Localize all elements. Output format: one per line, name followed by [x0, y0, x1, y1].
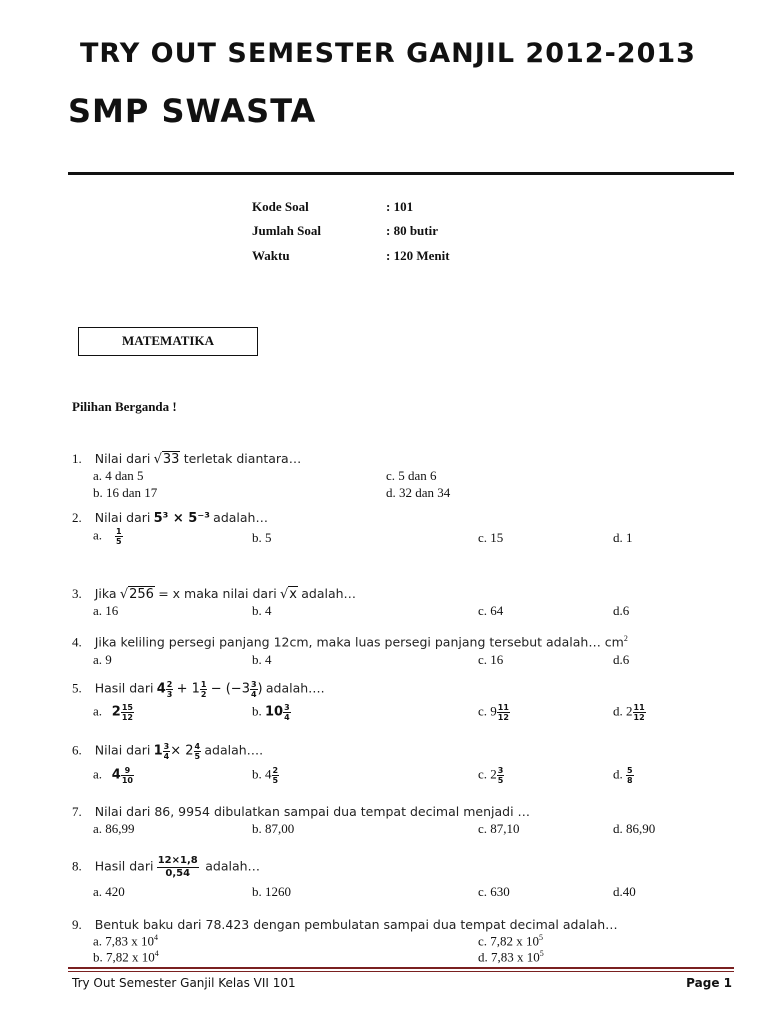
- option-b: b. 7,82 x $10^4$: [93, 949, 159, 965]
- option-d: d. 86,90: [613, 821, 656, 836]
- option-d: d. 7,83 x $10^5$: [478, 949, 544, 965]
- option-b: b. 4: [252, 603, 272, 618]
- question-text: Nilai dari: [94, 451, 151, 466]
- meta-label-kode: Kode Soal: [252, 199, 309, 214]
- option-c: c. 2 $\frac{3}{5}$: [478, 766, 504, 785]
- option-b: b. 4 $\frac{2}{5}$: [252, 766, 279, 785]
- option-c: c. 15: [478, 530, 504, 545]
- option-a: a. 4 $\frac{9}{10}$: [93, 766, 133, 785]
- question-text: Bentuk baku dari 78.423 dengan pembulatan sampai dua tempat decimal adalah…: [94, 917, 618, 932]
- option-d: d.6: [613, 603, 630, 618]
- page-number: Page 1: [686, 976, 732, 990]
- question-number: 3.: [72, 586, 82, 601]
- header-divider: [68, 172, 734, 175]
- option-b: b. 1260: [252, 884, 291, 899]
- question-number: 5.: [72, 680, 82, 696]
- option-d: d. 32 dan 34: [386, 485, 451, 500]
- question-number: 2.: [72, 510, 82, 525]
- question-number: 7.: [72, 804, 82, 819]
- sqrt-expression: √33: [153, 452, 180, 467]
- question-3: 3. Jika √256 = x maka nilai dari √x adalah…: [72, 586, 357, 602]
- footer-text: Try Out Semester Ganjil Kelas VII 101: [72, 976, 296, 990]
- question-text: Nilai dari 86, 9954 dibulatkan sampai dua tempat decimal menjadi …: [94, 804, 531, 819]
- fraction: $\frac{12\times 1,8}{0,54}$: [157, 855, 198, 879]
- question-9: [72, 917, 618, 933]
- footer-divider-thin: [68, 971, 734, 972]
- option-b: b. 4: [252, 652, 272, 667]
- question-2: [72, 510, 268, 526]
- math-expression: 5³ × 5⁻³: [153, 511, 210, 526]
- sqrt-expression: √x: [279, 587, 297, 602]
- option-a: a. 9: [93, 652, 112, 667]
- question-number: 9.: [72, 917, 82, 932]
- option-c: c. 9 $\frac{11}{12}$: [478, 703, 509, 722]
- question-number: 8.: [72, 858, 82, 874]
- question-7: [72, 804, 530, 820]
- option-c: c. 630: [478, 884, 510, 899]
- option-c: c. 7,82 x $10^5$: [478, 933, 544, 949]
- question-number: 6.: [72, 742, 82, 758]
- option-c: c. 87,10: [478, 821, 520, 836]
- question-5: 5. Hasil dari 4 $\frac{2}{3}$ + 1 $\frac{1}{2}$ − (−3 $\frac{3}{4}$ ) adalah….: [72, 680, 325, 699]
- option-d: d. 2 $\frac{11}{12}$: [613, 703, 645, 722]
- option-b: b. 16 dan 17: [93, 485, 158, 500]
- option-a: a. 16: [93, 603, 119, 618]
- sqrt-expression: √256: [119, 587, 154, 602]
- question-number: 1.: [72, 451, 82, 466]
- option-d: d. 1: [613, 530, 633, 545]
- subject-box: MATEMATIKA: [78, 327, 258, 356]
- question-text: Nilai dari: [94, 510, 151, 525]
- question-text: Jika keliling persegi panjang 12cm, maka luas persegi panjang tersebut adalah… cm: [94, 634, 624, 650]
- option-a: a. 4 dan 5: [93, 468, 144, 483]
- question-number: 4.: [72, 634, 82, 650]
- option-b: b. 5: [252, 530, 272, 545]
- option-a: a. 7,83 x $10^4$: [93, 933, 159, 949]
- option-c: c. 16: [478, 652, 504, 667]
- option-c: c. 64: [478, 603, 504, 618]
- footer-divider: [68, 967, 734, 969]
- option-a: a. 2 $\frac{15}{12}$: [93, 703, 133, 722]
- option-d: d.40: [613, 884, 636, 899]
- option-c: c. 5 dan 6: [386, 468, 437, 483]
- option-b: b. 10 $\frac{3}{4}$: [252, 703, 290, 722]
- question-text-end: adalah…: [213, 510, 268, 525]
- option-b: b. 87,00: [252, 821, 295, 836]
- question-8: 8. Hasil dari $\frac{12\times 1,8}{0,54}$ adalah…: [72, 855, 261, 879]
- question-4: 4. Jika keliling persegi panjang 12cm, maka luas persegi panjang tersebut adalah… $cm^2$: [72, 634, 628, 650]
- question-1: [72, 451, 301, 467]
- school-name: SMP SWASTA: [68, 92, 317, 130]
- meta-value-kode: : 101: [386, 199, 414, 214]
- question-6: 6. Nilai dari 1 $\frac{3}{4}$ × 2 $\frac{4}{5}$ adalah….: [72, 742, 264, 761]
- meta-label-jumlah: Jumlah Soal: [252, 223, 321, 238]
- option-a: a. $\frac{1}{5}$: [93, 527, 122, 546]
- option-d: d.6: [613, 652, 630, 667]
- option-d: d. $\frac{5}{8}$: [613, 766, 633, 785]
- option-a: a. 420: [93, 884, 125, 899]
- meta-label-waktu: Waktu: [252, 248, 290, 263]
- meta-value-jumlah: : 80 butir: [386, 223, 438, 238]
- question-text-end: terletak diantara…: [183, 451, 302, 466]
- exam-title: TRY OUT SEMESTER GANJIL 2012-2013: [80, 38, 696, 69]
- fraction: $\frac{1}{5}$: [116, 527, 122, 546]
- meta-value-waktu: : 120 Menit: [386, 248, 450, 263]
- section-heading: Pilihan Berganda !: [72, 399, 177, 414]
- option-a: a. 86,99: [93, 821, 135, 836]
